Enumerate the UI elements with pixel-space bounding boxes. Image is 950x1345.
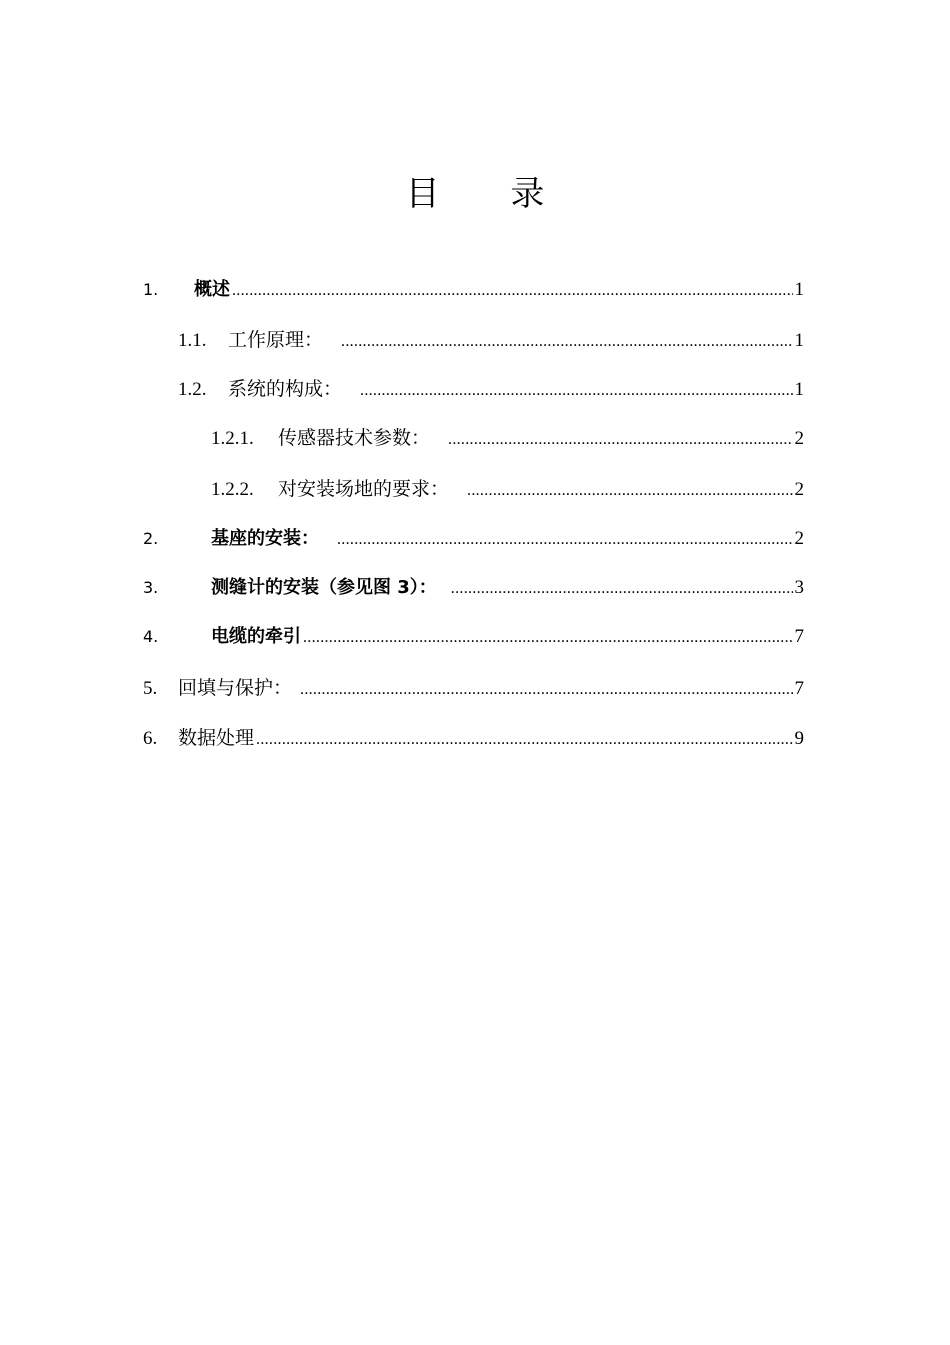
toc-text: 基座的安装： — [211, 528, 319, 549]
page-title: 目 录 — [405, 174, 575, 214]
toc-page-number: 7 — [794, 678, 804, 699]
toc-entry-4[interactable] — [143, 624, 804, 650]
toc-number: 1.2. — [178, 379, 207, 400]
toc-page-number: 9 — [794, 728, 804, 749]
toc-number: 4. — [143, 627, 159, 646]
toc-leader-dots — [300, 677, 792, 703]
toc-text: 回填与保护： — [178, 677, 293, 699]
toc-page-number: 7 — [794, 626, 804, 647]
toc-text: 工作原理： — [228, 329, 324, 351]
toc-number: 3. — [143, 578, 159, 597]
toc-text: 对安装场地的要求： — [278, 478, 450, 500]
toc-leader-dots — [360, 378, 792, 404]
toc-leader-dots — [303, 625, 793, 651]
toc-entry-6[interactable] — [143, 725, 804, 751]
toc-leader-dots — [467, 478, 792, 504]
toc-entry-1-1[interactable] — [178, 327, 804, 353]
toc-number: 2. — [143, 529, 159, 548]
toc-entry-1-2-1[interactable] — [211, 425, 804, 451]
toc-entry-5[interactable] — [143, 675, 804, 701]
toc-text: 测缝计的安装（参见图 3）： — [211, 577, 437, 598]
toc-text: 系统的构成： — [228, 378, 343, 400]
toc-entry-1-2-2[interactable] — [211, 476, 804, 502]
toc-entry-3[interactable] — [143, 575, 804, 601]
toc-leader-dots — [448, 427, 792, 453]
toc-text: 概述 — [194, 279, 230, 300]
toc-number: 1.2.1. — [211, 428, 254, 449]
toc-number: 1. — [143, 280, 159, 299]
toc-entry-1[interactable] — [143, 277, 804, 303]
toc-page-number: 1 — [794, 279, 804, 300]
toc-page-number: 2 — [794, 428, 804, 449]
toc-leader-dots — [337, 527, 793, 553]
toc-number: 6. — [143, 728, 158, 749]
toc-leader-dots — [451, 576, 793, 602]
toc-text: 传感器技术参数： — [278, 427, 431, 449]
toc-leader-dots — [232, 278, 793, 304]
toc-page-number: 2 — [794, 479, 804, 500]
toc-page-number: 2 — [794, 528, 804, 549]
toc-page-number: 1 — [794, 379, 804, 400]
toc-text: 数据处理 — [178, 727, 255, 749]
toc-leader-dots — [341, 329, 792, 355]
toc-text: 电缆的牵引 — [211, 626, 301, 647]
toc-page-number: 3 — [794, 577, 804, 598]
toc-entry-1-2[interactable] — [178, 376, 804, 402]
toc-number: 5. — [143, 678, 158, 699]
toc-number: 1.1. — [178, 330, 207, 351]
toc-leader-dots — [256, 727, 792, 753]
toc-entry-2[interactable] — [143, 526, 804, 552]
toc-number: 1.2.2. — [211, 479, 254, 500]
toc-page-number: 1 — [794, 330, 804, 351]
